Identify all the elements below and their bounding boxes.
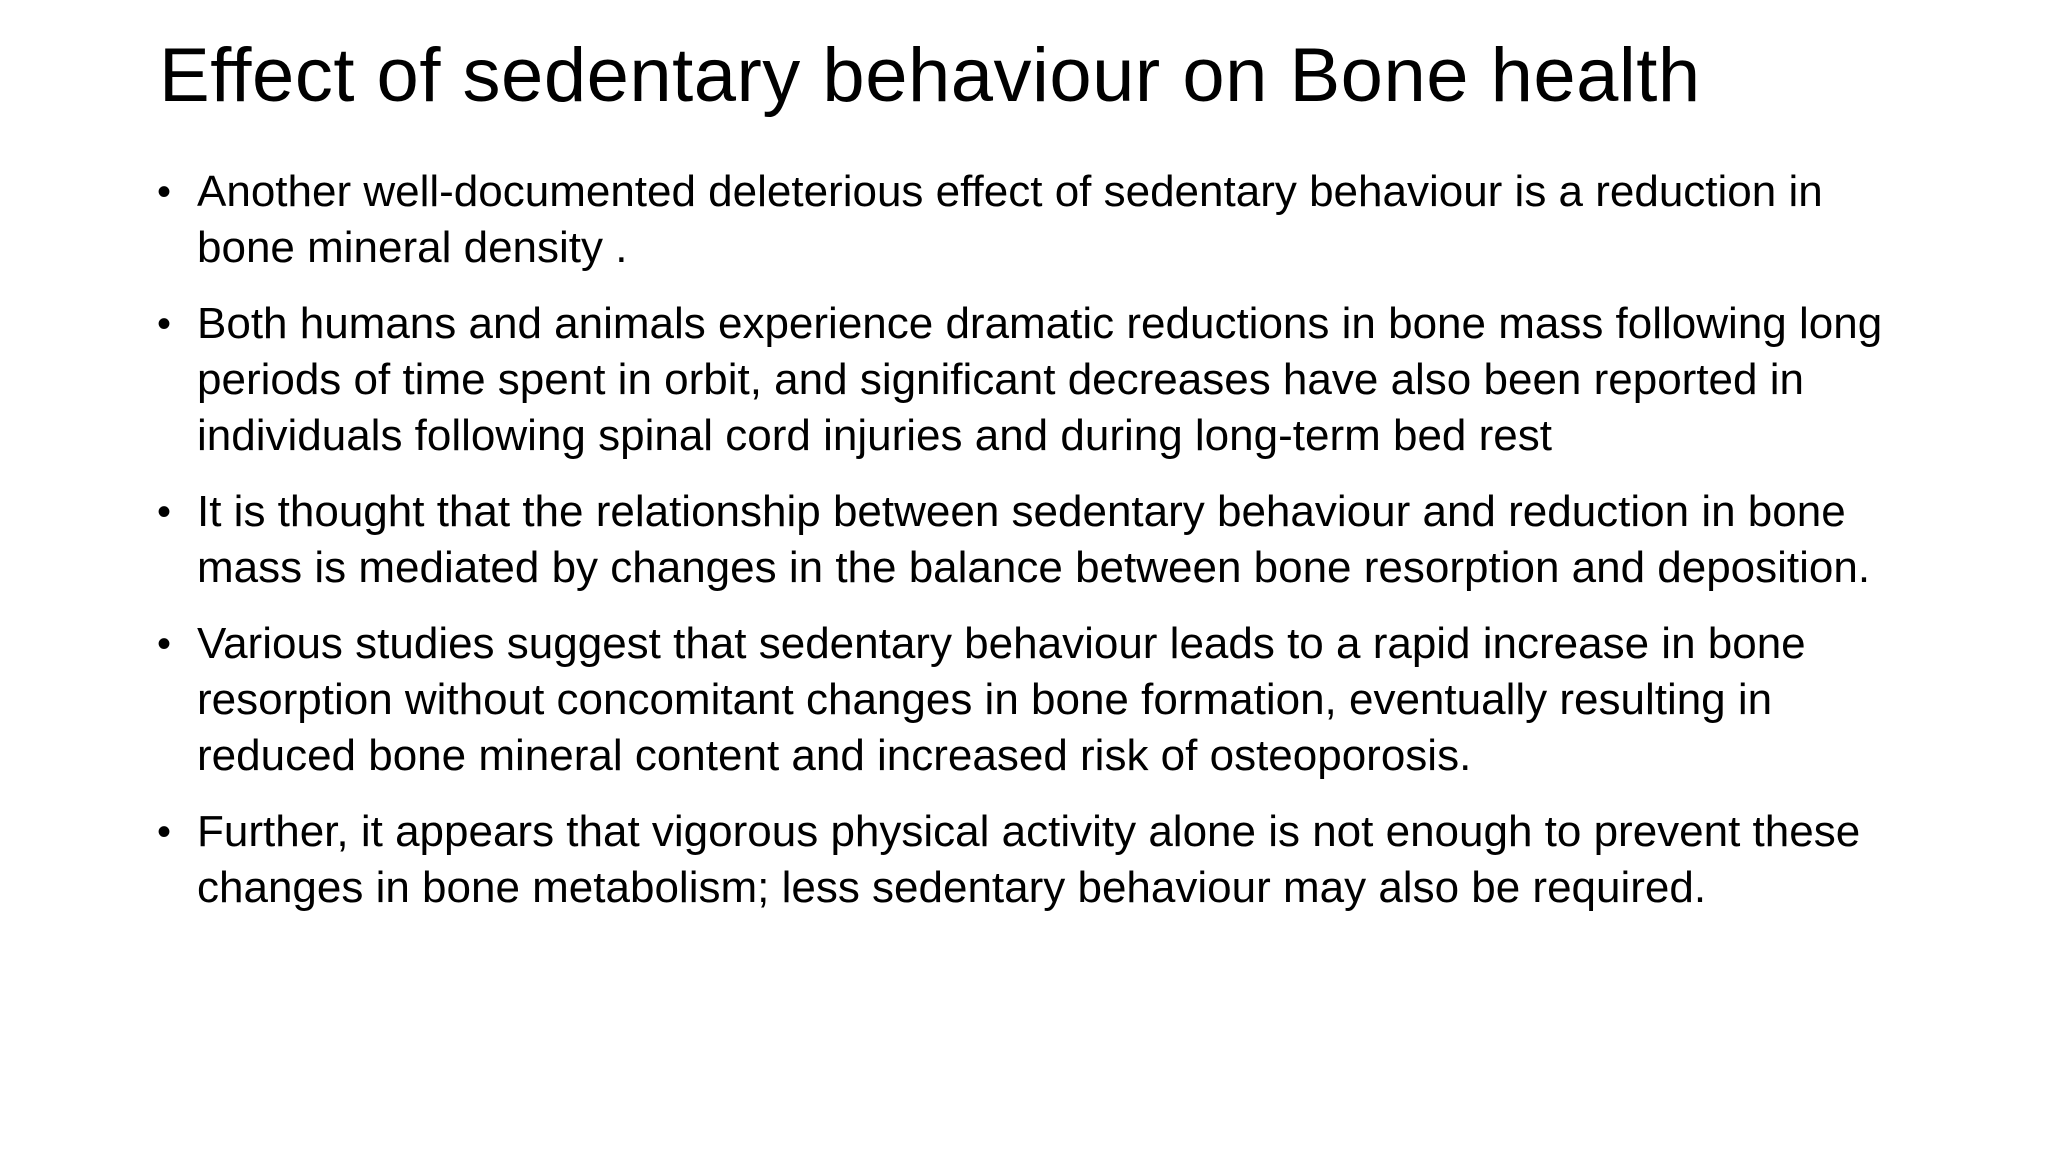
bullet-marker: • bbox=[157, 302, 172, 346]
slide-title: Effect of sedentary behaviour on Bone health bbox=[159, 33, 1701, 118]
bullet-item bbox=[157, 296, 1917, 464]
bullet-item bbox=[157, 484, 1917, 596]
bullet-text: Another well-documented deleterious effect of sedentary behaviour is a reduction in bone mineral density . bbox=[197, 167, 1823, 272]
bullet-text: It is thought that the relationship between sedentary behaviour and reduction in bone mass is mediated by changes in the balance between bone resorption and deposition. bbox=[197, 487, 1871, 592]
bullet-text: Various studies suggest that sedentary behaviour leads to a rapid increase in bone resorption without concomitant changes in bone formation, eventually resulting in reduced bone mineral content and increased risk of osteoporosis. bbox=[197, 619, 1806, 780]
bullet-marker: • bbox=[157, 490, 172, 534]
bullet-text: Further, it appears that vigorous physical activity alone is not enough to prevent these changes in bone metabolism; less sedentary behaviour may also be required. bbox=[197, 807, 1861, 912]
bullet-list bbox=[157, 164, 1917, 936]
bullet-text: Both humans and animals experience dramatic reductions in bone mass following long periods of time spent in orbit, and significant decreases have also been reported in individuals following spinal cord injuries and during long-term bed rest bbox=[197, 299, 1883, 460]
bullet-item bbox=[157, 804, 1917, 916]
bullet-marker: • bbox=[157, 622, 172, 666]
bullet-marker: • bbox=[157, 170, 172, 214]
bullet-marker: • bbox=[157, 810, 172, 854]
bullet-item bbox=[157, 164, 1917, 276]
bullet-item bbox=[157, 616, 1917, 784]
